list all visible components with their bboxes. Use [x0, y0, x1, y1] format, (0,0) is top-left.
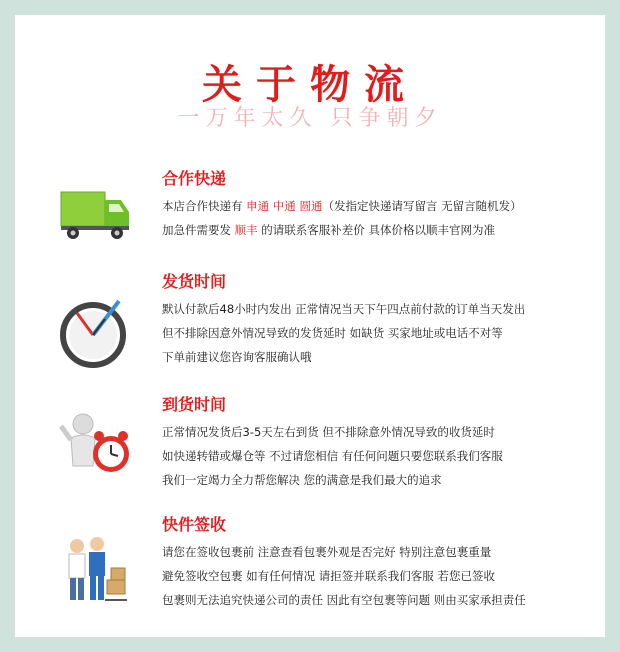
text-line: 加急件需要发 顺丰 的请联系客服补差价 具体价格以顺丰官网为准	[162, 223, 495, 237]
page-subtitle: 一万年太久 只争朝夕	[177, 106, 443, 131]
section-title: 快件签收	[162, 515, 227, 534]
text-line: 避免签收空包裹 如有任何情况 请拒签并联系我们客服 若您已签收	[162, 569, 495, 583]
text-line: 请您在签收包裹前 注意查看包裹外观是否完好 特别注意包裹重量	[162, 545, 492, 559]
courier-delivery-icon	[57, 534, 135, 612]
truck-icon	[57, 178, 135, 256]
text-line: 正常情况发货后3-5天左右到货 但不排除意外情况导致的收货延时	[162, 425, 495, 439]
clock-icon	[57, 291, 135, 369]
text-line: 下单前建议您咨询客服确认哦	[162, 350, 312, 364]
section-title: 到货时间	[162, 395, 227, 414]
section-title: 合作快递	[162, 169, 227, 188]
text-line: 包裹则无法追究快递公司的责任 因此有空包裹等问题 则由买家承担责任	[162, 593, 526, 607]
text-line: 如快递转错或爆仓等 不过请您相信 有任何问题只要您联系我们客服	[162, 449, 503, 463]
text-line: 但不排除因意外情况导致的发货延时 如缺货 买家地址或电话不对等	[162, 326, 503, 340]
text-line: 本店合作快递有 申通 中通 圆通（发指定快递请写留言 无留言随机发）	[162, 199, 522, 213]
text-line: 默认付款后48小时内发出 正常情况当天下午四点前付款的订单当天发出	[162, 302, 526, 316]
logistics-card	[15, 15, 605, 637]
text-line: 我们一定竭力全力帮您解决 您的满意是我们最大的追求	[162, 473, 442, 487]
alarm-clock-person-icon	[57, 404, 135, 482]
page-title: 关于物流	[202, 62, 418, 108]
section-title: 发货时间	[162, 272, 227, 291]
